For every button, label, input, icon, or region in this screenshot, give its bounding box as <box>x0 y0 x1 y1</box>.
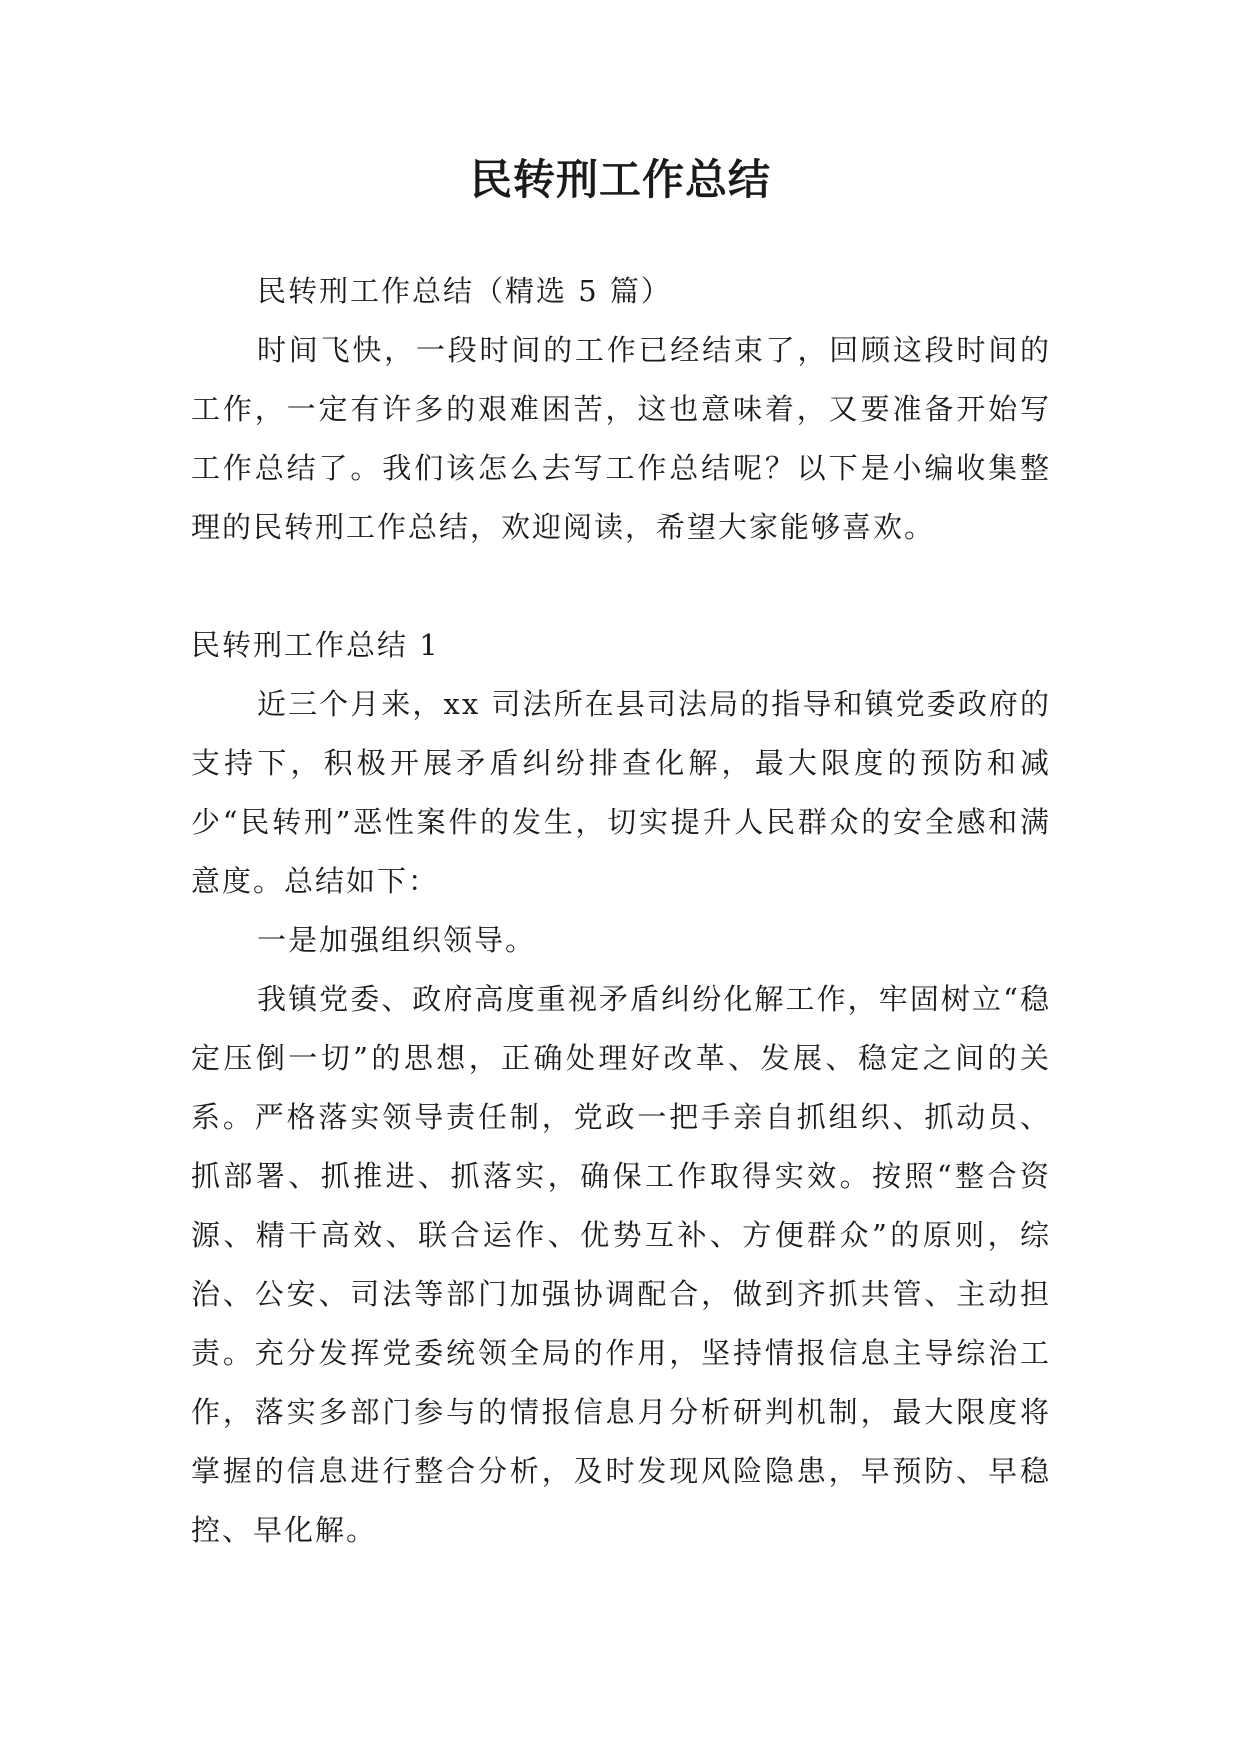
paragraph-2: 一是加强组织领导。 <box>257 923 537 957</box>
intro-paragraph: 时间飞快，一段时间的工作已经结束了，回顾这段时间的工作，一定有许多的艰难困苦，这也意味着，又要准备开始写工作总结了。我们该怎么去写工作总结呢？以下是小编收集整理的民转刑工作总结，欢迎阅读，希望大家能够喜欢。 <box>191 333 1051 544</box>
document-body <box>191 262 1051 1560</box>
document-subtitle: 民转刑工作总结（精选 5 篇） <box>257 274 672 308</box>
document-title: 民转刑工作总结 <box>469 155 771 204</box>
paragraph-3: 我镇党委、政府高度重视矛盾纠纷化解工作，牢固树立“稳定压倒一切”的思想，正确处理好改革、发展、稳定之间的关系。严格落实领导责任制，党政一把手亲自抓组织、抓动员、抓部署、抓推进、抓落实，确保工作取得实效。按照“整合资源、精干高效、联合运作、优势互补、方便群众”的原则，综治、公安、司法等部门加强协调配合，做到齐抓共管、主动担责。充分发挥党委统领全局的作用，坚持情报信息主导综治工作，落实多部门参与的情报信息月分析研判机制，最大限度将掌握的信息进行整合分析，及时发现风险隐患，早预防、早稳控、早化解。 <box>191 982 1051 1547</box>
section-heading: 民转刑工作总结 1 <box>191 628 440 662</box>
paragraph-1: 近三个月来，xx 司法所在县司法局的指导和镇党委政府的支持下，积极开展矛盾纠纷排查化解，最大限度的预防和减少“民转刑”恶性案件的发生，切实提升人民群众的安全感和满意度。总结如下： <box>191 687 1051 898</box>
